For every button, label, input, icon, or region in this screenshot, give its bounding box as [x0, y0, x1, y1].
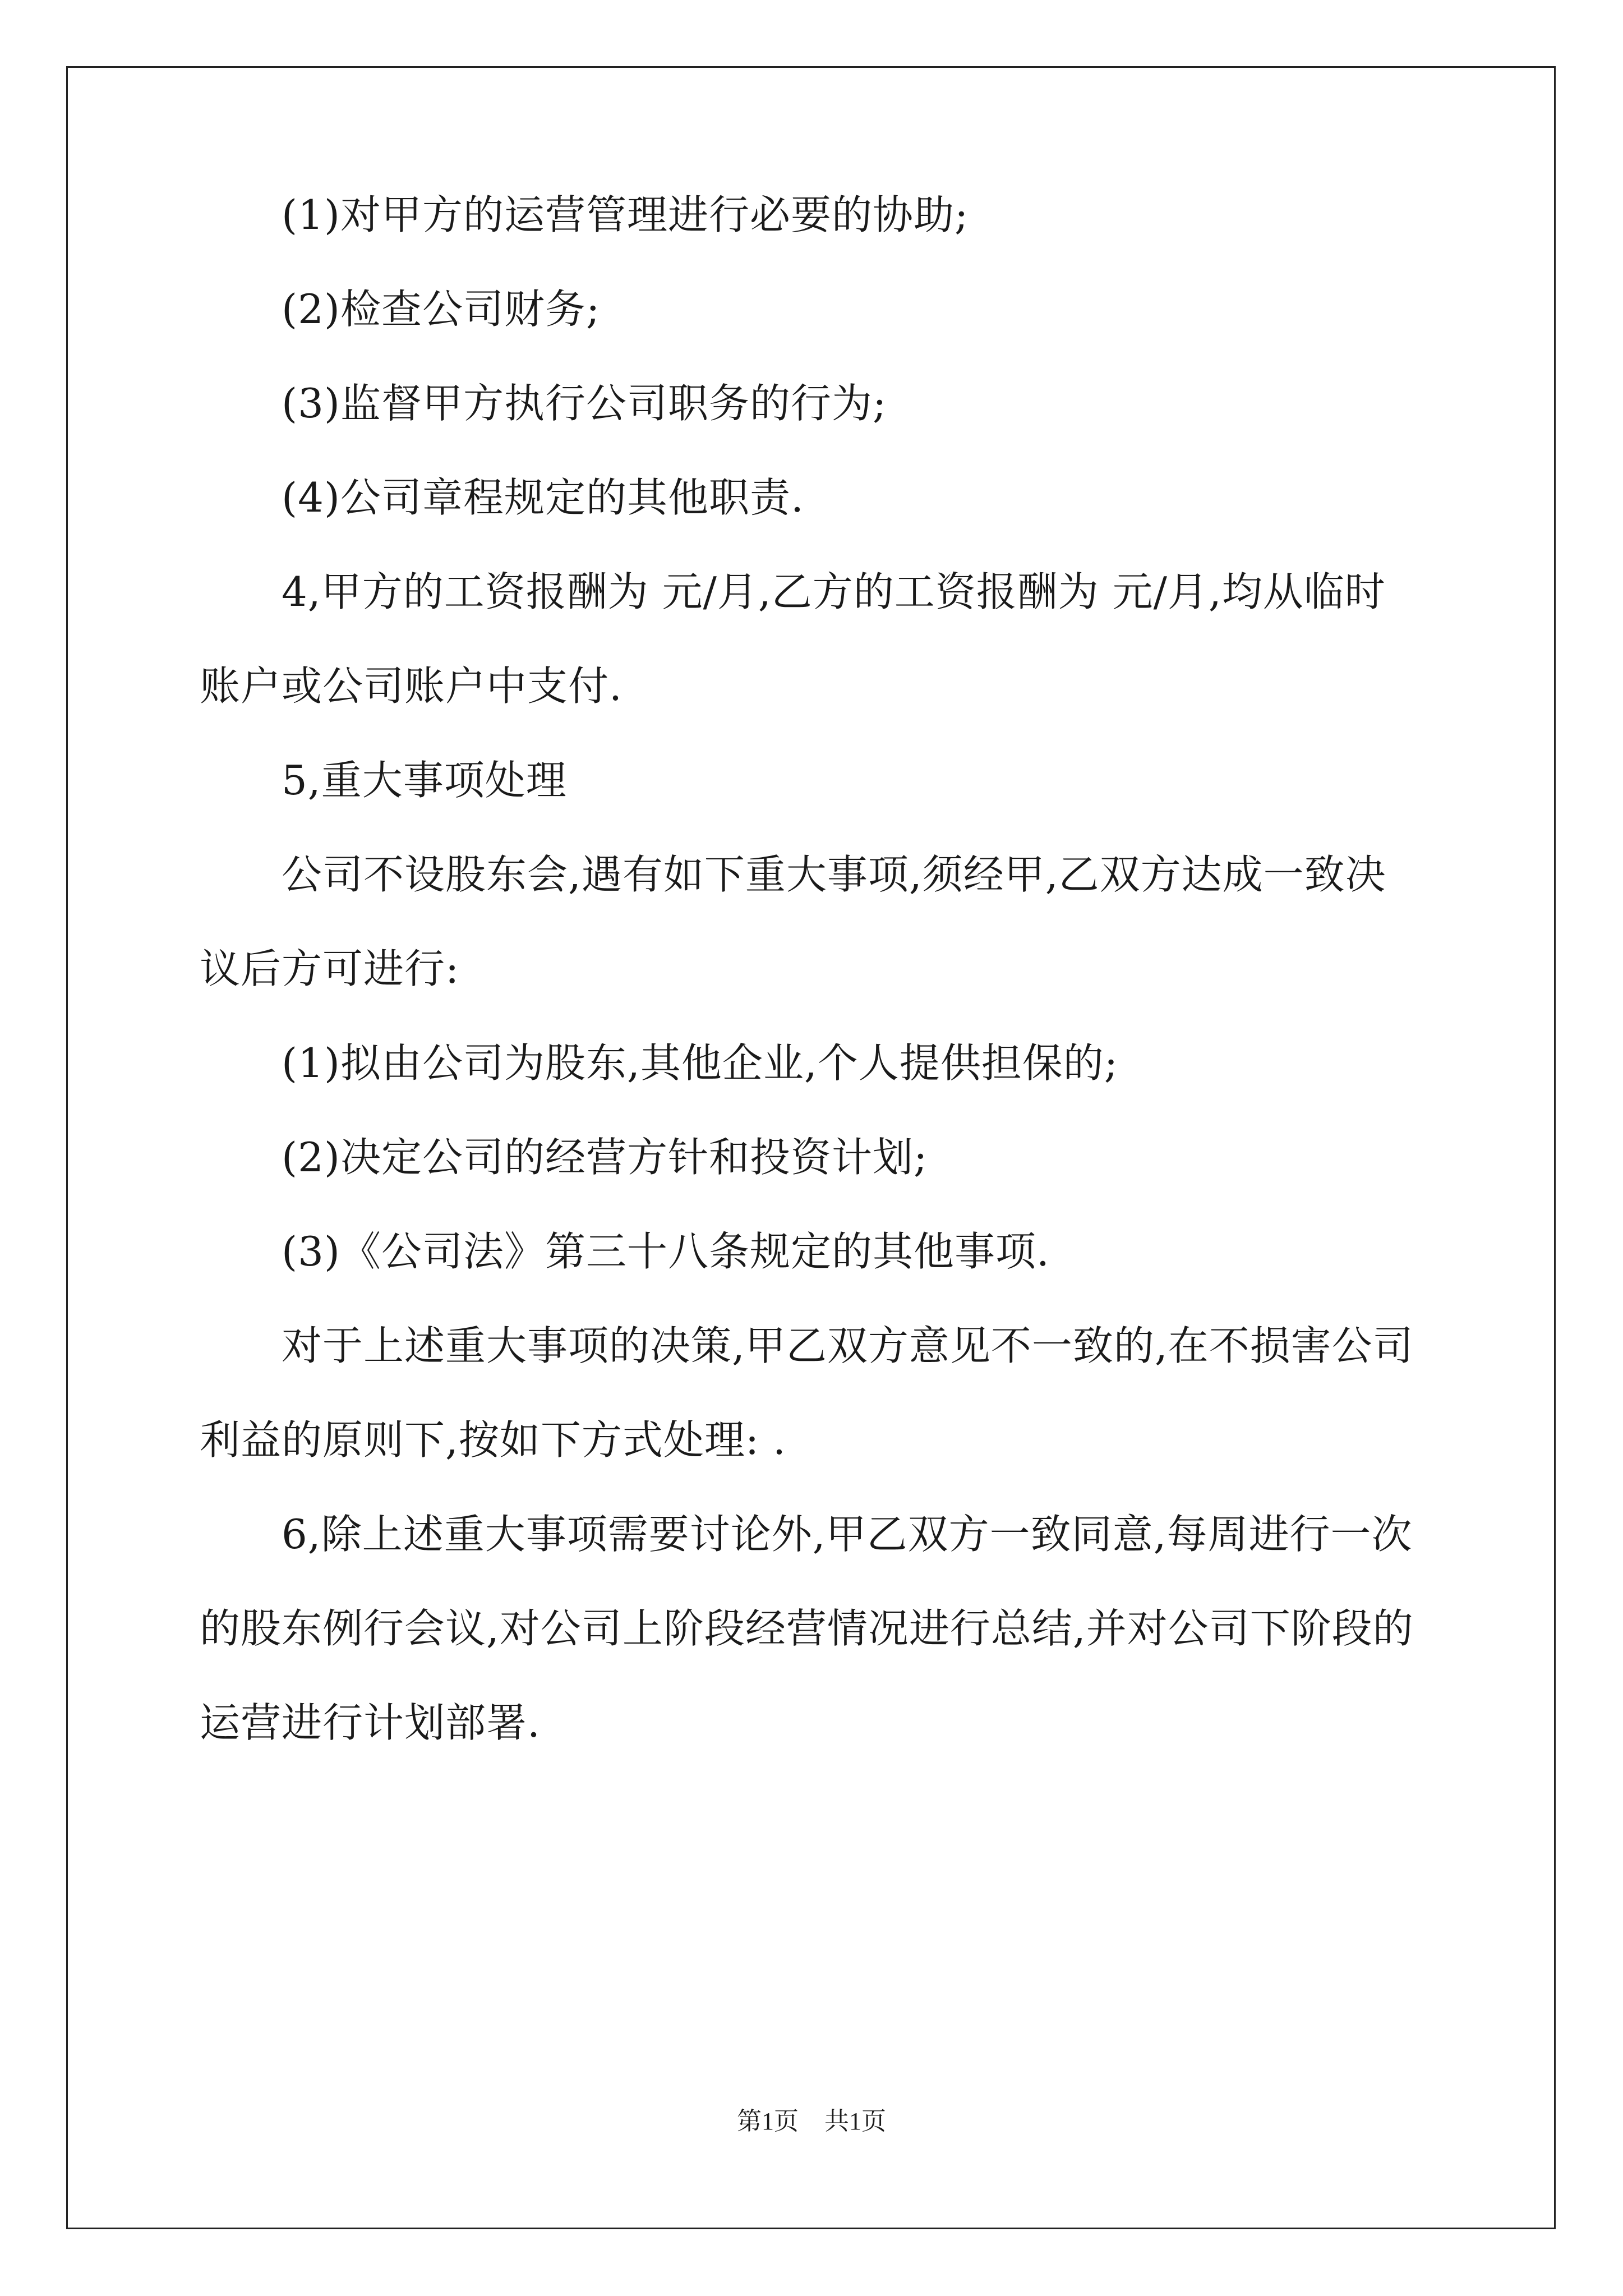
paragraph-2: [200, 283, 1433, 335]
text-line: 运营进行计划部署.: [200, 1699, 541, 1746]
text-line: (4)公司章程规定的其他职责.: [282, 474, 804, 521]
paragraph-12: [200, 1508, 1433, 1749]
text-line: (2)检查公司财务;: [282, 286, 601, 333]
text-line: 议后方可进行:: [200, 945, 460, 992]
paragraph-11: [200, 1319, 1433, 1466]
text-line: 6,除上述重大事项需要讨论外,甲乙双方一致同意,每周进行一次: [282, 1511, 1413, 1558]
paragraph-3: [200, 377, 1433, 430]
page-footer: [0, 2101, 1623, 2137]
page-total: 共1页: [824, 2108, 886, 2135]
text-line: (3)监督甲方执行公司职务的行为;: [282, 380, 887, 427]
text-line: (2)决定公司的经营方针和投资计划;: [282, 1134, 928, 1181]
text-line: 4,甲方的工资报酬为 元/月,乙方的工资报酬为 元/月,均从临时: [282, 568, 1386, 615]
page-number: 第1页: [737, 2108, 799, 2135]
paragraph-1: [200, 188, 1433, 241]
text-line: 5,重大事项处理: [282, 757, 567, 804]
paragraph-5: [200, 565, 1433, 712]
paragraph-8: [200, 1037, 1433, 1089]
text-line: 的股东例行会议,对公司上阶段经营情况进行总结,并对公司下阶段的: [200, 1605, 1414, 1652]
text-line: 对于上述重大事项的决策,甲乙双方意见不一致的,在不损害公司: [282, 1322, 1414, 1369]
document-body: [200, 188, 1433, 1791]
paragraph-7: [200, 848, 1433, 995]
text-line: (1)拟由公司为股东,其他企业,个人提供担保的;: [282, 1039, 1119, 1087]
text-line: 账户或公司账户中支付.: [200, 662, 623, 710]
paragraph-9: [200, 1131, 1433, 1184]
text-line: (3)《公司法》第三十八条规定的其他事项.: [282, 1228, 1050, 1275]
text-line: 利益的原则下,按如下方式处理: .: [200, 1416, 786, 1464]
paragraph-10: [200, 1225, 1433, 1278]
paragraph-6: [200, 754, 1433, 807]
text-line: (1)对甲方的运营管理进行必要的协助;: [282, 191, 969, 238]
text-line: 公司不设股东会,遇有如下重大事项,须经甲,乙双方达成一致决: [282, 851, 1386, 898]
paragraph-4: [200, 471, 1433, 524]
